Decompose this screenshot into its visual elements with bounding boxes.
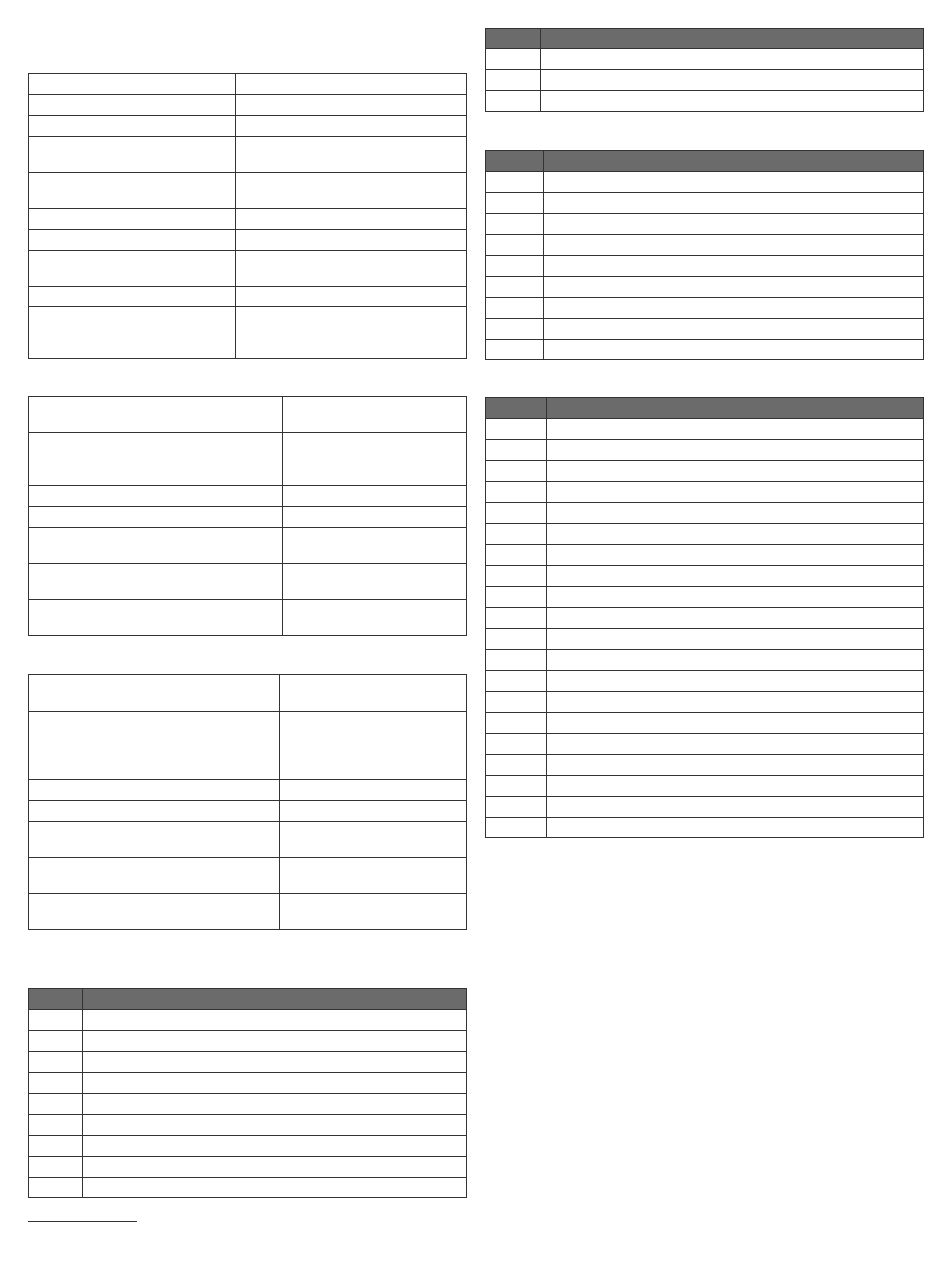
table-cell bbox=[280, 822, 467, 858]
table-cell bbox=[486, 671, 547, 692]
table-cell bbox=[280, 894, 467, 930]
table-cell bbox=[547, 461, 924, 482]
table-cell bbox=[486, 818, 547, 838]
table-cell bbox=[283, 600, 467, 636]
table-row bbox=[29, 230, 467, 251]
table-cell bbox=[544, 340, 924, 360]
table-cell bbox=[486, 776, 547, 797]
table-cell bbox=[547, 734, 924, 755]
right-data-table-5 bbox=[485, 28, 924, 112]
table-cell bbox=[486, 277, 544, 298]
table-row bbox=[29, 1094, 467, 1115]
table-row bbox=[486, 214, 924, 235]
table-cell bbox=[29, 95, 236, 116]
table-cell bbox=[29, 1178, 83, 1198]
table-cell bbox=[544, 172, 924, 193]
table-cell bbox=[29, 712, 280, 780]
table-cell bbox=[486, 524, 547, 545]
table-cell bbox=[486, 650, 547, 671]
table-cell bbox=[29, 116, 236, 137]
table-cell bbox=[236, 251, 467, 287]
table-cell bbox=[486, 461, 547, 482]
table-cell bbox=[486, 214, 544, 235]
table-row bbox=[29, 1073, 467, 1094]
column-header bbox=[29, 989, 83, 1010]
table-cell bbox=[547, 419, 924, 440]
table-row bbox=[29, 209, 467, 230]
table-header-row bbox=[486, 398, 924, 419]
table-cell bbox=[544, 277, 924, 298]
table-cell bbox=[29, 1073, 83, 1094]
table-cell bbox=[83, 1157, 467, 1178]
table-cell bbox=[29, 564, 283, 600]
table-cell bbox=[29, 780, 280, 801]
table-cell bbox=[547, 503, 924, 524]
table-cell bbox=[280, 858, 467, 894]
table-cell bbox=[83, 1178, 467, 1198]
table-cell bbox=[486, 797, 547, 818]
table-cell bbox=[541, 70, 924, 91]
table-row bbox=[29, 1010, 467, 1031]
column-header bbox=[547, 398, 924, 419]
table-cell bbox=[83, 1115, 467, 1136]
table-cell bbox=[236, 173, 467, 209]
table-cell bbox=[29, 209, 236, 230]
table-cell bbox=[283, 486, 467, 507]
table-cell bbox=[29, 251, 236, 287]
table-cell bbox=[544, 319, 924, 340]
table-row bbox=[29, 507, 467, 528]
left-spec-table-1 bbox=[28, 73, 467, 359]
table-cell bbox=[486, 298, 544, 319]
table-row bbox=[486, 755, 924, 776]
table-cell bbox=[29, 74, 236, 95]
table-cell bbox=[283, 528, 467, 564]
table-cell bbox=[486, 172, 544, 193]
table-cell bbox=[236, 116, 467, 137]
table-cell bbox=[486, 70, 541, 91]
table-cell bbox=[547, 440, 924, 461]
table-cell bbox=[486, 755, 547, 776]
table-cell bbox=[29, 433, 283, 486]
table-cell bbox=[547, 482, 924, 503]
table-cell bbox=[83, 1094, 467, 1115]
table-row bbox=[486, 629, 924, 650]
left-spec-table-2 bbox=[28, 396, 467, 636]
table-row bbox=[486, 650, 924, 671]
table-cell bbox=[236, 230, 467, 251]
table-row bbox=[486, 70, 924, 91]
table-cell bbox=[83, 1052, 467, 1073]
table-cell bbox=[29, 173, 236, 209]
right-data-table-6 bbox=[485, 150, 924, 360]
table-cell bbox=[486, 49, 541, 70]
column-header bbox=[486, 151, 544, 172]
table-cell bbox=[29, 1031, 83, 1052]
table-cell bbox=[486, 566, 547, 587]
table-cell bbox=[486, 713, 547, 734]
table-row bbox=[29, 675, 467, 712]
table-header-row bbox=[486, 29, 924, 49]
table-row bbox=[29, 287, 467, 307]
table-cell bbox=[236, 209, 467, 230]
table-row bbox=[29, 397, 467, 433]
table-row bbox=[486, 524, 924, 545]
table-cell bbox=[544, 214, 924, 235]
table-row bbox=[29, 564, 467, 600]
table-cell bbox=[29, 858, 280, 894]
table-cell bbox=[83, 1010, 467, 1031]
table-cell bbox=[486, 629, 547, 650]
table-header-row bbox=[486, 151, 924, 172]
table-cell bbox=[280, 801, 467, 822]
table-row bbox=[486, 193, 924, 214]
table-row bbox=[486, 608, 924, 629]
table-cell bbox=[547, 776, 924, 797]
table-header-row bbox=[29, 989, 467, 1010]
table-row bbox=[486, 692, 924, 713]
table-cell bbox=[29, 230, 236, 251]
table-row bbox=[486, 440, 924, 461]
table-cell bbox=[486, 319, 544, 340]
table-row bbox=[29, 173, 467, 209]
table-cell bbox=[236, 307, 467, 359]
table-cell bbox=[29, 397, 283, 433]
table-cell bbox=[547, 713, 924, 734]
table-cell bbox=[280, 675, 467, 712]
table-cell bbox=[29, 287, 236, 307]
table-row bbox=[29, 1115, 467, 1136]
table-cell bbox=[29, 1115, 83, 1136]
table-cell bbox=[486, 734, 547, 755]
table-row bbox=[29, 801, 467, 822]
table-cell bbox=[486, 545, 547, 566]
table-row bbox=[486, 587, 924, 608]
footnote-divider bbox=[28, 1221, 137, 1222]
table-row bbox=[29, 433, 467, 486]
table-cell bbox=[29, 822, 280, 858]
table-cell bbox=[280, 780, 467, 801]
table-cell bbox=[544, 298, 924, 319]
table-cell bbox=[547, 587, 924, 608]
table-cell bbox=[29, 801, 280, 822]
table-cell bbox=[29, 507, 283, 528]
table-cell bbox=[547, 818, 924, 838]
left-data-table-4 bbox=[28, 988, 467, 1198]
table-row bbox=[29, 251, 467, 287]
table-row bbox=[29, 528, 467, 564]
column-header bbox=[544, 151, 924, 172]
table-row bbox=[486, 419, 924, 440]
table-cell bbox=[486, 193, 544, 214]
table-cell bbox=[29, 1136, 83, 1157]
table-cell bbox=[547, 566, 924, 587]
table-row bbox=[29, 116, 467, 137]
table-cell bbox=[83, 1073, 467, 1094]
table-row bbox=[29, 486, 467, 507]
table-cell bbox=[486, 340, 544, 360]
column-header bbox=[486, 398, 547, 419]
table-row bbox=[486, 91, 924, 112]
table-row bbox=[29, 858, 467, 894]
table-row bbox=[486, 256, 924, 277]
table-row bbox=[486, 734, 924, 755]
table-cell bbox=[29, 137, 236, 173]
table-row bbox=[486, 503, 924, 524]
table-row bbox=[29, 600, 467, 636]
table-row bbox=[486, 545, 924, 566]
table-row bbox=[29, 1136, 467, 1157]
table-cell bbox=[83, 1136, 467, 1157]
table-row bbox=[486, 319, 924, 340]
table-cell bbox=[544, 235, 924, 256]
table-cell bbox=[29, 1157, 83, 1178]
table-cell bbox=[486, 587, 547, 608]
table-row bbox=[29, 1178, 467, 1198]
table-cell bbox=[547, 671, 924, 692]
table-cell bbox=[547, 608, 924, 629]
table-cell bbox=[283, 433, 467, 486]
table-row bbox=[29, 137, 467, 173]
table-cell bbox=[541, 49, 924, 70]
table-row bbox=[486, 277, 924, 298]
table-cell bbox=[547, 545, 924, 566]
table-row bbox=[486, 49, 924, 70]
table-row bbox=[29, 712, 467, 780]
table-cell bbox=[486, 692, 547, 713]
table-row bbox=[29, 307, 467, 359]
table-cell bbox=[547, 650, 924, 671]
table-row bbox=[29, 822, 467, 858]
table-cell bbox=[547, 629, 924, 650]
table-cell bbox=[29, 528, 283, 564]
table-row bbox=[486, 461, 924, 482]
table-row bbox=[486, 776, 924, 797]
table-cell bbox=[547, 755, 924, 776]
table-cell bbox=[280, 712, 467, 780]
table-cell bbox=[283, 564, 467, 600]
table-cell bbox=[29, 675, 280, 712]
column-header bbox=[83, 989, 467, 1010]
table-cell bbox=[547, 692, 924, 713]
table-cell bbox=[544, 193, 924, 214]
table-cell bbox=[236, 74, 467, 95]
table-cell bbox=[236, 287, 467, 307]
table-row bbox=[486, 298, 924, 319]
table-cell bbox=[544, 256, 924, 277]
table-row bbox=[29, 894, 467, 930]
table-cell bbox=[486, 256, 544, 277]
table-row bbox=[486, 566, 924, 587]
table-cell bbox=[236, 137, 467, 173]
table-row bbox=[29, 95, 467, 116]
table-row bbox=[486, 340, 924, 360]
table-cell bbox=[29, 894, 280, 930]
column-header bbox=[541, 29, 924, 49]
table-row bbox=[486, 671, 924, 692]
table-cell bbox=[486, 419, 547, 440]
table-cell bbox=[547, 797, 924, 818]
table-cell bbox=[29, 600, 283, 636]
table-cell bbox=[236, 95, 467, 116]
table-cell bbox=[29, 486, 283, 507]
table-cell bbox=[486, 608, 547, 629]
table-cell bbox=[486, 235, 544, 256]
table-row bbox=[486, 482, 924, 503]
column-header bbox=[486, 29, 541, 49]
table-row bbox=[29, 1052, 467, 1073]
table-cell bbox=[486, 91, 541, 112]
table-row bbox=[29, 1157, 467, 1178]
table-row bbox=[29, 780, 467, 801]
right-data-table-7 bbox=[485, 397, 924, 838]
table-row bbox=[29, 74, 467, 95]
table-cell bbox=[547, 524, 924, 545]
table-row bbox=[29, 1031, 467, 1052]
table-cell bbox=[283, 397, 467, 433]
table-row bbox=[486, 713, 924, 734]
table-cell bbox=[29, 1052, 83, 1073]
table-cell bbox=[283, 507, 467, 528]
table-cell bbox=[486, 503, 547, 524]
table-row bbox=[486, 818, 924, 838]
table-row bbox=[486, 172, 924, 193]
table-cell bbox=[29, 1094, 83, 1115]
table-cell bbox=[486, 440, 547, 461]
table-cell bbox=[486, 482, 547, 503]
table-row bbox=[486, 797, 924, 818]
table-cell bbox=[541, 91, 924, 112]
table-cell bbox=[29, 307, 236, 359]
table-cell bbox=[83, 1031, 467, 1052]
table-row bbox=[486, 235, 924, 256]
table-cell bbox=[29, 1010, 83, 1031]
left-spec-table-3 bbox=[28, 674, 467, 930]
